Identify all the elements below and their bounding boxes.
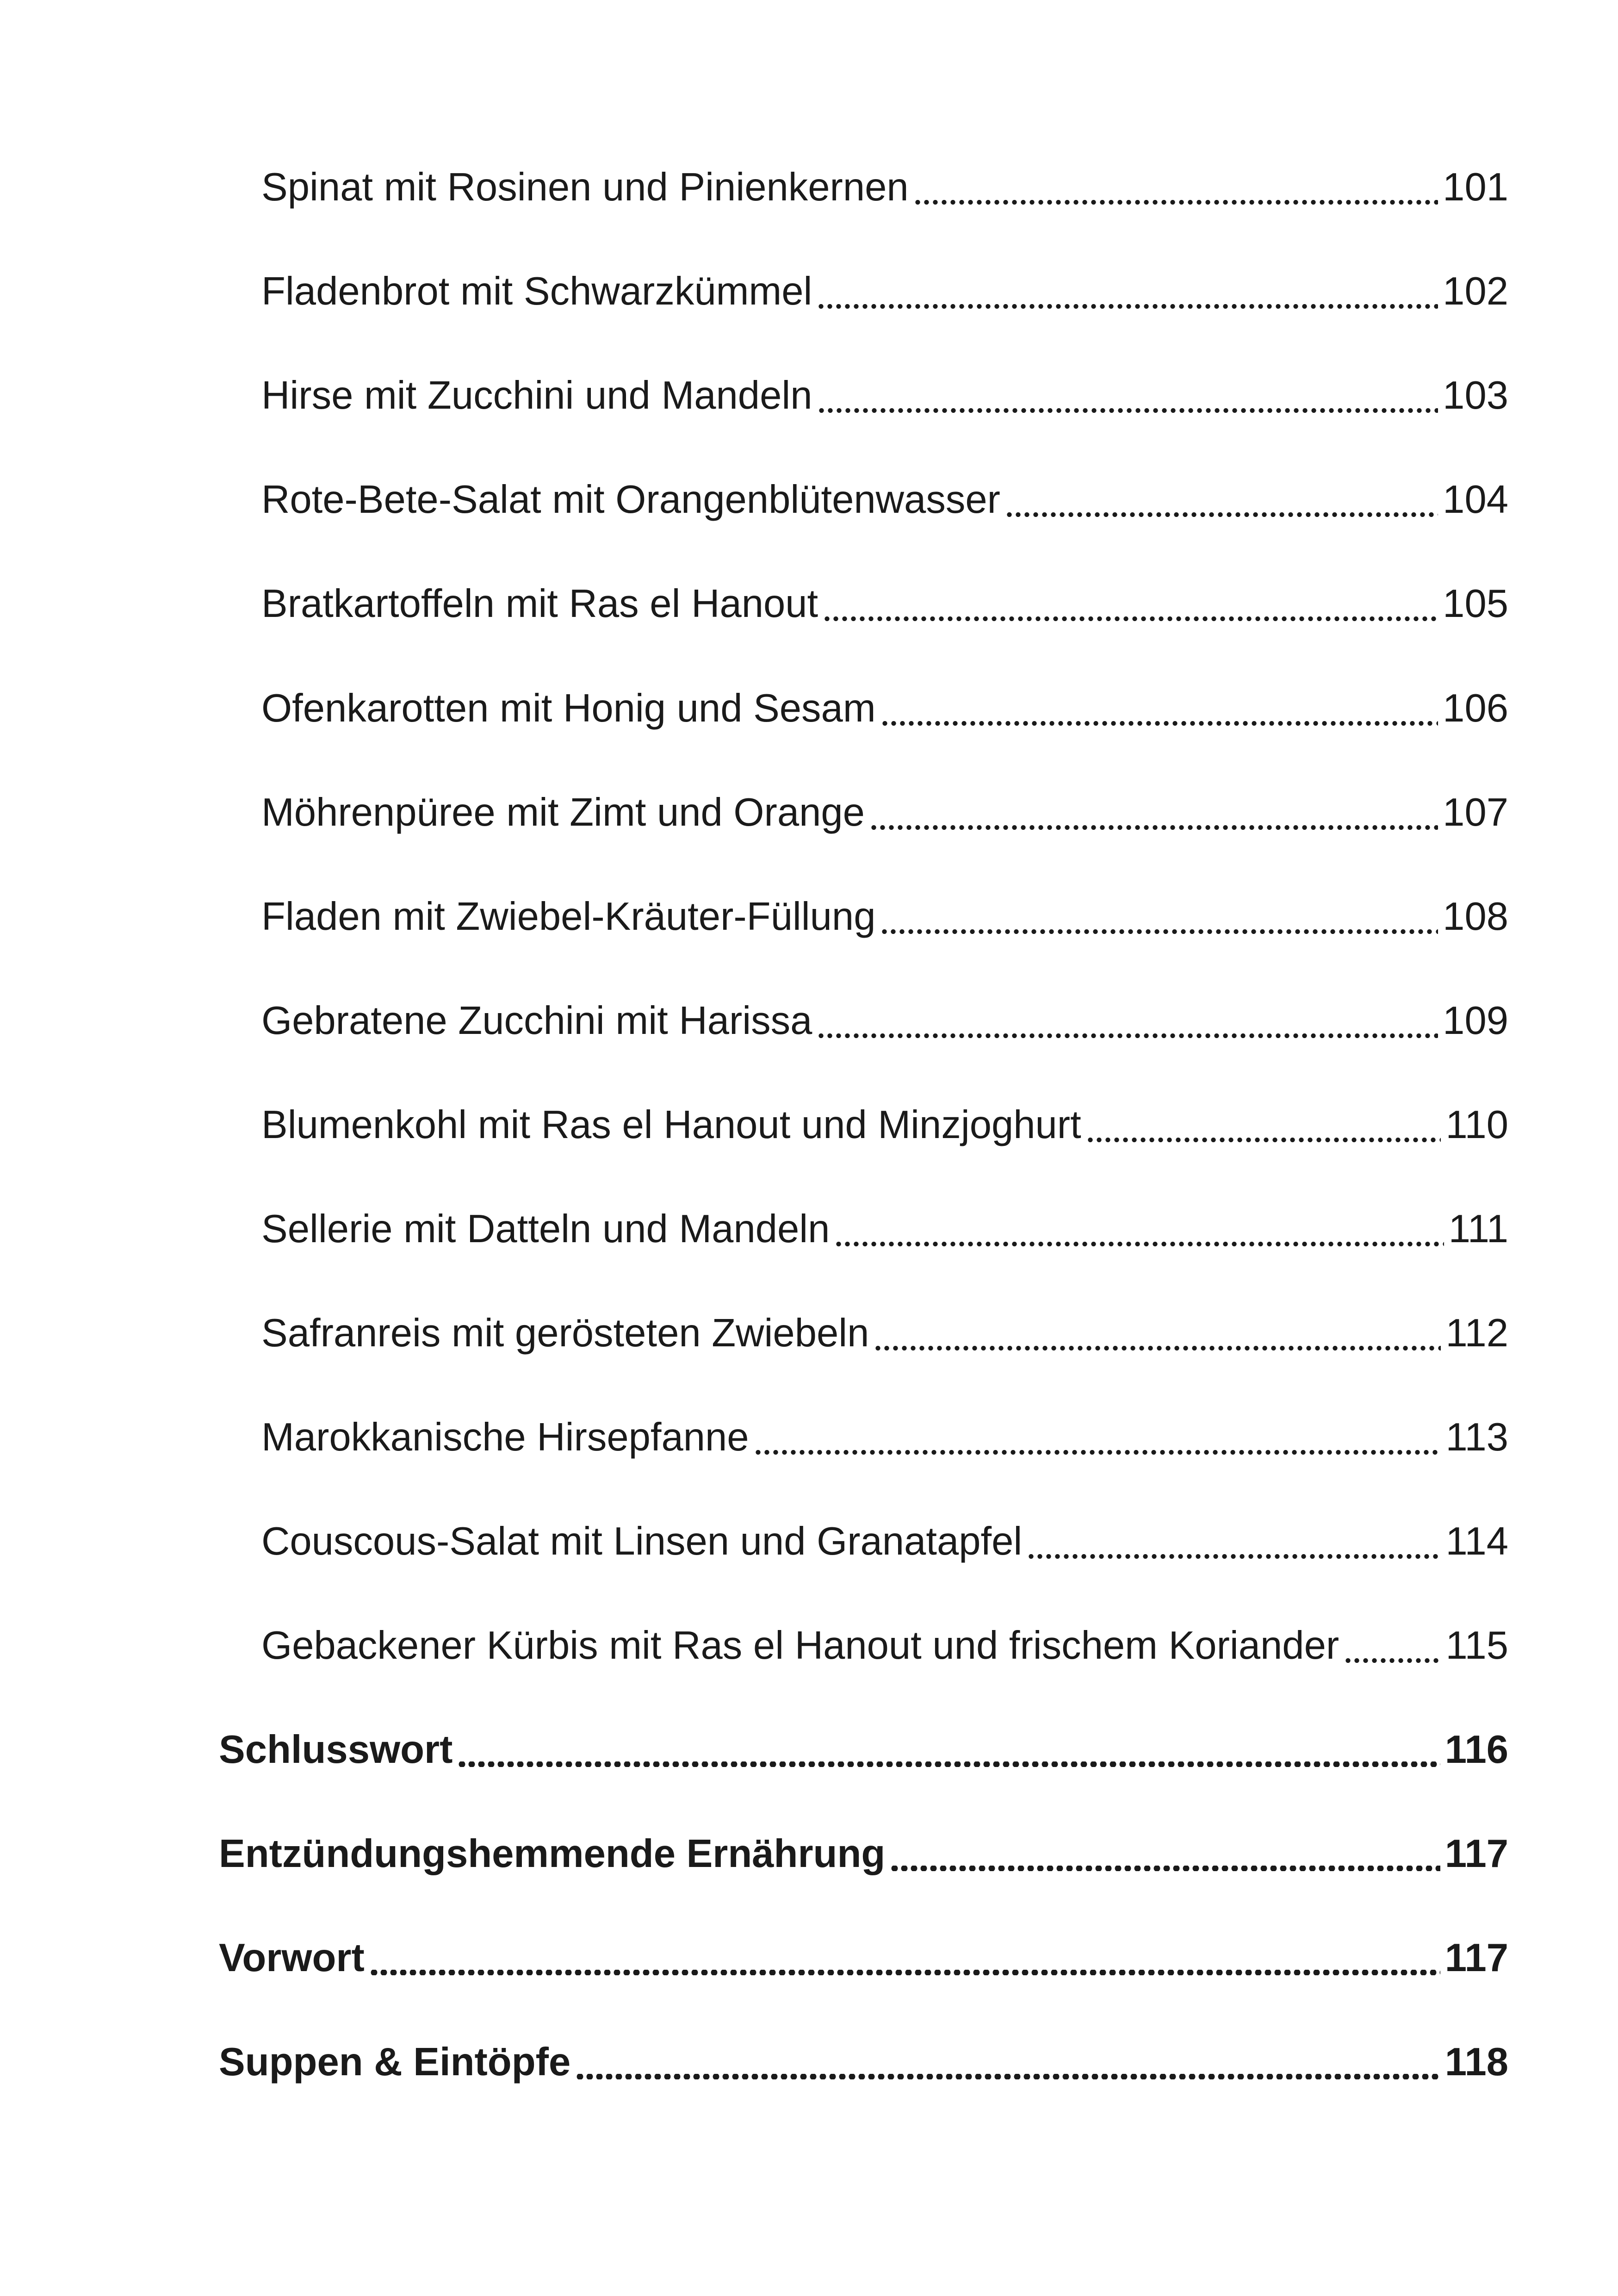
toc-entry-page: 105 xyxy=(1443,582,1508,626)
toc-entry-page: 104 xyxy=(1443,478,1508,522)
dot-leader xyxy=(457,1724,1440,1775)
toc-entry-page: 108 xyxy=(1443,895,1508,939)
toc-entry-page: 114 xyxy=(1445,1519,1508,1563)
toc-chapter-entry[interactable] xyxy=(219,1824,1508,1879)
dot-leader xyxy=(1027,1516,1441,1567)
toc-entry-title: Fladenbrot mit Schwarzkümmel xyxy=(261,269,812,313)
toc-entry-title: Ofenkarotten mit Honig und Sesam xyxy=(261,686,876,730)
toc-entry[interactable] xyxy=(261,1303,1508,1359)
dot-leader xyxy=(869,787,1438,838)
toc-entry-page: 117 xyxy=(1444,1936,1508,1980)
dot-leader xyxy=(754,1412,1441,1463)
toc-entry-title: Vorwort xyxy=(219,1936,365,1980)
dot-leader xyxy=(817,370,1438,421)
toc-entry-page: 111 xyxy=(1448,1207,1508,1251)
toc-entry[interactable] xyxy=(261,1407,1508,1463)
toc-entry[interactable] xyxy=(261,991,1508,1046)
toc-entry[interactable] xyxy=(261,366,1508,421)
toc-entry-title: Rote-Bete-Salat mit Orangenblütenwasser xyxy=(261,478,1000,522)
toc-entry-title: Entzündungshemmende Ernährung xyxy=(219,1832,886,1876)
toc-entry-title: Suppen & Eintöpfe xyxy=(219,2040,571,2084)
toc-chapter-entry[interactable] xyxy=(219,1928,1508,1984)
toc-entry[interactable] xyxy=(261,887,1508,942)
toc-entry-title: Fladen mit Zwiebel-Kräuter-Füllung xyxy=(261,895,876,939)
toc-entry-title: Marokkanische Hirsepfanne xyxy=(261,1415,749,1459)
dot-leader xyxy=(1086,1100,1441,1151)
toc-entry-title: Schlusswort xyxy=(219,1728,453,1772)
toc-entry[interactable] xyxy=(261,574,1508,629)
toc-entry[interactable] xyxy=(261,1512,1508,1567)
dot-leader xyxy=(880,683,1438,734)
toc-entry-page: 107 xyxy=(1443,790,1508,834)
toc-entry-page: 103 xyxy=(1443,373,1508,417)
dot-leader xyxy=(817,266,1438,317)
toc-entry[interactable] xyxy=(261,157,1508,213)
toc-entry-page: 102 xyxy=(1443,269,1508,313)
toc-entry[interactable] xyxy=(261,783,1508,838)
toc-entry-page: 113 xyxy=(1445,1415,1508,1459)
dot-leader xyxy=(575,2037,1440,2088)
toc-entry-title: Gebackener Kürbis mit Ras el Hanout und frischem Koriander xyxy=(261,1624,1339,1668)
dot-leader xyxy=(913,162,1438,213)
dot-leader xyxy=(817,996,1438,1046)
toc-entry-page: 101 xyxy=(1443,165,1508,209)
toc-entry-page: 112 xyxy=(1445,1311,1508,1355)
toc-entry-page: 118 xyxy=(1444,2040,1508,2084)
toc-entry[interactable] xyxy=(261,1199,1508,1255)
toc-chapter-entry[interactable] xyxy=(219,2032,1508,2088)
dot-leader xyxy=(823,579,1438,629)
dot-leader xyxy=(1344,1620,1441,1671)
dot-leader xyxy=(834,1204,1444,1255)
toc-entry-page: 110 xyxy=(1445,1103,1508,1147)
toc-entry[interactable] xyxy=(261,678,1508,734)
toc-entry-page: 116 xyxy=(1444,1728,1508,1772)
toc-entry-page: 109 xyxy=(1443,999,1508,1043)
toc-chapter-entry[interactable] xyxy=(219,1720,1508,1775)
toc-entry-page: 117 xyxy=(1444,1832,1508,1876)
toc-entry-title: Blumenkohl mit Ras el Hanout und Minzjoghurt xyxy=(261,1103,1081,1147)
toc-entry-page: 115 xyxy=(1445,1624,1508,1668)
toc-entry-title: Spinat mit Rosinen und Pinienkernen xyxy=(261,165,909,209)
toc-entry-title: Bratkartoffeln mit Ras el Hanout xyxy=(261,582,818,626)
dot-leader xyxy=(880,891,1438,942)
dot-leader xyxy=(890,1829,1440,1879)
dot-leader xyxy=(1005,474,1438,525)
toc-entry-title: Möhrenpüree mit Zimt und Orange xyxy=(261,790,865,834)
toc-entry-title: Gebratene Zucchini mit Harissa xyxy=(261,999,812,1043)
toc-entry[interactable] xyxy=(261,1616,1508,1671)
toc-entry[interactable] xyxy=(261,1095,1508,1151)
toc-entry-title: Sellerie mit Datteln und Mandeln xyxy=(261,1207,830,1251)
toc-entry[interactable] xyxy=(261,470,1508,525)
toc-entry-title: Safranreis mit gerösteten Zwiebeln xyxy=(261,1311,869,1355)
toc-entry-page: 106 xyxy=(1443,686,1508,730)
toc-entry[interactable] xyxy=(261,261,1508,317)
toc-entry-title: Couscous-Salat mit Linsen und Granatapfel xyxy=(261,1519,1023,1563)
dot-leader xyxy=(369,1933,1440,1984)
toc-entry-title: Hirse mit Zucchini und Mandeln xyxy=(261,373,812,417)
dot-leader xyxy=(874,1308,1441,1359)
